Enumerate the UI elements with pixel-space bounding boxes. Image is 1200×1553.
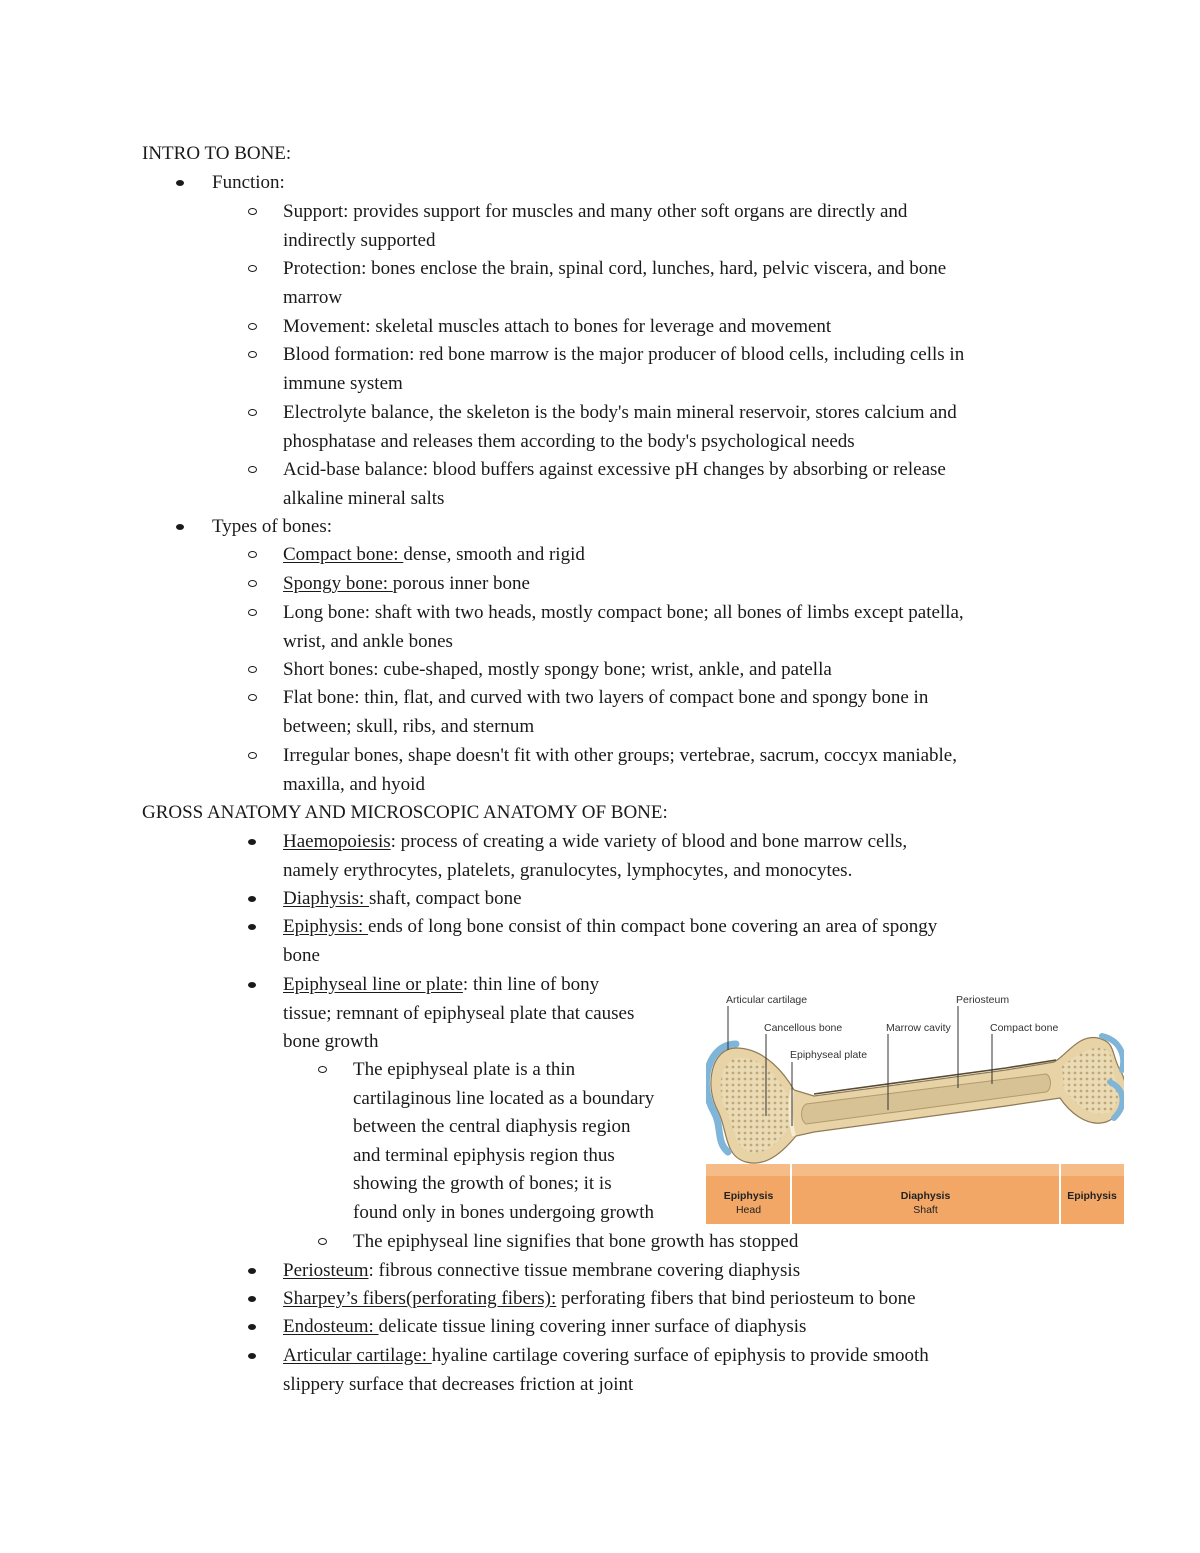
definition-text: : fibrous connective tissue membrane covering diaphysis	[368, 1260, 801, 1281]
list-item-line	[283, 828, 1083, 857]
list-item-irregular-bone	[283, 742, 1083, 799]
bullet-circle-icon	[248, 208, 257, 215]
list-item-protection	[283, 255, 1083, 312]
bullet-circle-icon	[248, 551, 257, 558]
definition-text: : thin line of bony	[462, 974, 600, 995]
list-item-electrolyte	[283, 399, 1083, 456]
list-item-epiphysis	[283, 913, 1083, 970]
term-epiphyseal-line: Epiphyseal line or plate	[283, 974, 463, 995]
list-item-line: Short bones: cube-shaped, mostly spongy bone; wrist, ankle, and patella	[283, 659, 832, 680]
list-item-line: maxilla, and hyoid	[283, 773, 425, 795]
band-subtitle: Shaft	[913, 1204, 938, 1216]
list-item-movement	[283, 313, 1083, 342]
list-item-acid-base	[283, 456, 1083, 513]
band-subtitle: Head	[735, 1204, 762, 1216]
list-item-line	[283, 913, 1083, 942]
list-item-line: showing the growth of bones; it is	[353, 1173, 612, 1195]
list-item-line: Protection: bones enclose the brain, spinal cord, lunches, hard, pelvic viscera, and bone	[283, 258, 947, 279]
band-label-middle	[791, 1189, 1060, 1217]
bullet-circle-icon	[248, 323, 257, 330]
definition-text: dense, smooth and rigid	[403, 544, 585, 565]
list-item-line: Electrolyte balance, the skeleton is the body's main mineral reservoir, stores calcium and	[283, 402, 957, 423]
term-endosteum: Endosteum:	[283, 1316, 379, 1337]
list-item-line: indirectly supported	[283, 229, 436, 251]
list-item-line: The epiphyseal plate is a thin	[353, 1059, 576, 1080]
bullet-circle-icon	[248, 694, 257, 701]
bullet-dot-icon	[248, 982, 256, 988]
list-item-line: Movement: skeletal muscles attach to bones for leverage and movement	[283, 316, 832, 337]
section-title-gross-anatomy: GROSS ANATOMY AND MICROSCOPIC ANATOMY OF BONE:	[142, 802, 668, 823]
definition-text: shaft, compact bone	[369, 888, 522, 909]
list-item-line: cartilaginous line located as a boundary	[353, 1087, 655, 1109]
list-item-epiphyseal-line	[283, 971, 693, 1057]
definition-text: perforating fibers that bind periosteum to bone	[556, 1288, 916, 1309]
list-item-line	[283, 1342, 1083, 1371]
list-item-line: wrist, and ankle bones	[283, 630, 453, 652]
bullet-circle-icon	[248, 609, 257, 616]
bullet-circle-icon	[318, 1066, 327, 1073]
bullet-dot-icon	[248, 839, 256, 845]
list-item-articular-cartilage	[283, 1342, 1083, 1399]
list-item-line: Irregular bones, shape doesn't fit with other groups; vertebrae, sacrum, coccyx maniable,	[283, 745, 957, 766]
list-item-haemopoiesis	[283, 828, 1083, 885]
list-item-line: slippery surface that decreases friction at joint	[283, 1373, 634, 1395]
bullet-dot-icon	[248, 896, 256, 902]
section-title-intro: INTRO TO BONE:	[142, 143, 292, 164]
term-haemopoiesis: Haemopoiesis	[283, 831, 391, 852]
label-cancellous-bone: Cancellous bone	[764, 1022, 843, 1034]
bullet-dot-icon	[176, 524, 184, 530]
bullet-circle-icon	[248, 666, 257, 673]
list-item-blood-formation	[283, 341, 1083, 398]
long-bone-diagram	[706, 986, 1124, 1224]
bullet-dot-icon	[176, 180, 184, 186]
types-label: Types of bones:	[212, 516, 333, 537]
list-item-line: tissue; remnant of epiphyseal plate that causes	[283, 1002, 635, 1024]
list-item-line: Flat bone: thin, flat, and curved with two layers of compact bone and spongy bone in	[283, 687, 929, 708]
term-diaphysis: Diaphysis:	[283, 888, 370, 909]
bullet-circle-icon	[248, 409, 257, 416]
definition-text: delicate tissue lining covering inner surface of diaphysis	[378, 1316, 807, 1337]
bullet-circle-icon	[248, 580, 257, 587]
list-item-line: phosphatase and releases them according to the body's psychological needs	[283, 430, 855, 452]
list-item-long-bone	[283, 599, 1083, 656]
label-articular-cartilage: Articular cartilage	[726, 994, 808, 1006]
bullet-circle-icon	[318, 1238, 327, 1245]
list-item-line: Long bone: shaft with two heads, mostly compact bone; all bones of limbs except patella,	[283, 602, 964, 623]
list-item-short-bone	[283, 656, 1083, 685]
band-label-right	[1060, 1189, 1124, 1203]
list-item-endosteum	[283, 1313, 1083, 1342]
definition-text: hyaline cartilage covering surface of epiphysis to provide smooth	[431, 1345, 929, 1366]
definition-text: : process of creating a wide variety of blood and bone marrow cells,	[390, 831, 908, 852]
list-item-spongy	[283, 570, 1083, 599]
term-spongy-bone: Spongy bone:	[283, 573, 393, 594]
list-item-sharpey	[283, 1285, 1083, 1314]
list-item-line: bone	[283, 944, 320, 966]
bullet-dot-icon	[248, 1324, 256, 1330]
definition-text: ends of long bone consist of thin compact bone covering an area of spongy	[367, 916, 938, 937]
list-item-line: Acid-base balance: blood buffers against excessive pH changes by absorbing or release	[283, 459, 946, 480]
list-item-line: and terminal epiphysis region thus	[353, 1144, 615, 1166]
bullet-circle-icon	[248, 752, 257, 759]
list-item-line: found only in bones undergoing growth	[353, 1201, 654, 1223]
term-compact-bone: Compact bone:	[283, 544, 404, 565]
bullet-circle-icon	[248, 351, 257, 358]
list-item-line: between; skull, ribs, and sternum	[283, 715, 535, 737]
term-periosteum: Periosteum	[283, 1260, 369, 1281]
list-item-line: immune system	[283, 372, 403, 394]
band-title: Epiphysis	[723, 1190, 774, 1202]
definition-text: porous inner bone	[392, 573, 530, 594]
list-item-line: Blood formation: red bone marrow is the major producer of blood cells, including cells in	[283, 344, 965, 365]
bullet-dot-icon	[248, 1296, 256, 1302]
list-item-line: marrow	[283, 286, 343, 308]
list-item-support	[283, 198, 1083, 255]
band-title: Diaphysis	[900, 1190, 951, 1202]
label-compact-bone: Compact bone	[990, 1022, 1059, 1034]
list-item-compact	[283, 541, 1083, 570]
band-title: Epiphysis	[1067, 1190, 1117, 1202]
term-articular-cartilage: Articular cartilage:	[283, 1345, 432, 1366]
bullet-dot-icon	[248, 924, 256, 930]
list-item-diaphysis	[283, 885, 1083, 914]
list-item-line: alkaline mineral salts	[283, 487, 445, 509]
term-sharpey-fibers: Sharpey’s fibers(perforating fibers):	[283, 1288, 557, 1309]
bullet-dot-icon	[248, 1353, 256, 1359]
list-item-periosteum	[283, 1257, 1083, 1286]
bullet-circle-icon	[248, 265, 257, 272]
list-item-flat-bone	[283, 684, 1083, 741]
bullet-dot-icon	[248, 1268, 256, 1274]
sub-item-epiphyseal-plate	[353, 1056, 703, 1228]
bullet-circle-icon	[248, 466, 257, 473]
sub-item-epiphyseal-line: The epiphyseal line signifies that bone growth has stopped	[353, 1231, 799, 1252]
region-band-highlight	[706, 1164, 1124, 1176]
list-item-line	[283, 971, 693, 1000]
label-marrow-cavity: Marrow cavity	[886, 1022, 951, 1034]
list-item-line: bone growth	[283, 1031, 379, 1053]
term-epiphysis: Epiphysis:	[283, 916, 368, 937]
band-label-left	[706, 1189, 791, 1217]
function-label: Function:	[212, 172, 285, 193]
label-periosteum: Periosteum	[956, 994, 1010, 1006]
list-item-line: namely erythrocytes, platelets, granulocytes, lymphocytes, and monocytes.	[283, 859, 853, 881]
list-item-line: between the central diaphysis region	[353, 1116, 631, 1138]
label-epiphyseal-plate: Epiphyseal plate	[790, 1049, 868, 1061]
list-item-line: Support: provides support for muscles and many other soft organs are directly and	[283, 201, 908, 222]
